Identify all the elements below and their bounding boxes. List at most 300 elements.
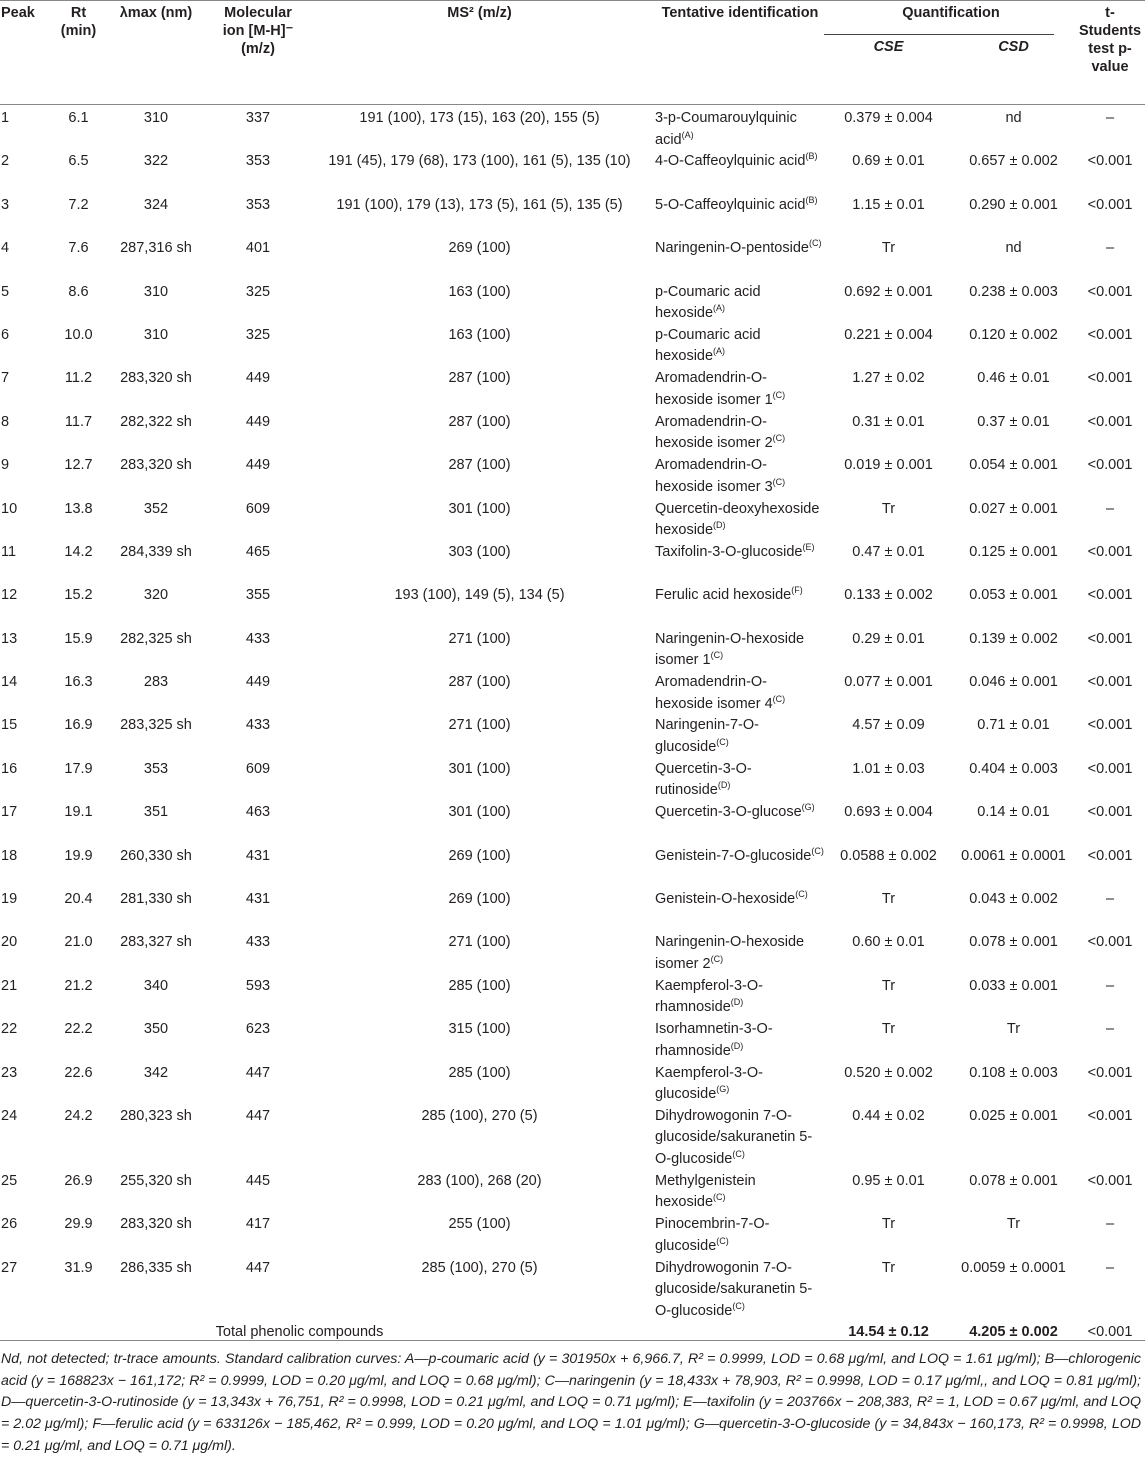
cell-cse: 0.29 ± 0.01 (852, 630, 925, 647)
cell-csd: Tr (1006, 1216, 1021, 1233)
cell-ms2: 193 (100), 149 (5), 134 (5) (394, 587, 565, 604)
reference-marker: (D) (730, 997, 744, 1008)
compound-name: Taxifolin-3-O-glucoside (655, 543, 803, 560)
cell-csd: nd (1005, 240, 1022, 257)
cell-pvalue: <0.001 (1087, 370, 1133, 387)
cell-identification (654, 715, 826, 758)
total-cse: 14.54 ± 0.12 (848, 1324, 929, 1341)
reference-marker: (A) (713, 346, 726, 357)
reference-marker: (C) (772, 476, 786, 487)
cell-rt: 7.2 (68, 196, 89, 213)
cell-cse: 0.692 ± 0.001 (844, 283, 933, 300)
reference-marker: (C) (772, 433, 786, 444)
cell-molecular-ion: 463 (245, 804, 271, 821)
cell-lambda: 340 (143, 977, 169, 994)
cell-lambda: 281,330 sh (120, 891, 192, 908)
cell-lambda: 283,320 sh (120, 370, 192, 387)
cell-identification (654, 195, 826, 238)
table-row (1, 499, 1144, 542)
cell-peak: 25 (1, 1172, 18, 1189)
cell-rt: 22.2 (64, 1021, 93, 1038)
cell-csd: 0.025 ± 0.001 (969, 1107, 1058, 1124)
cell-peak: 20 (1, 934, 18, 951)
header-molecular-ion: Molecular ion [M-H]⁻ (m/z) (222, 5, 294, 57)
header-ms2: MS² (m/z) (447, 5, 512, 21)
cell-csd: 0.404 ± 0.003 (969, 760, 1058, 777)
cell-identification (654, 759, 826, 802)
reference-marker: (C) (795, 889, 808, 900)
cell-pvalue: – (1105, 1021, 1115, 1038)
cell-molecular-ion: 353 (245, 196, 271, 213)
cell-peak: 12 (1, 587, 18, 604)
cell-pvalue: <0.001 (1087, 630, 1133, 647)
cell-molecular-ion: 325 (245, 326, 271, 343)
cell-ms2: 191 (100), 179 (13), 173 (5), 161 (5), 135 (5) (336, 196, 623, 213)
cell-cse: Tr (881, 977, 896, 994)
compound-name: 3-p-Coumarouylquinic acid (655, 110, 797, 148)
cell-rt: 20.4 (64, 891, 93, 908)
cell-csd: 0.238 ± 0.003 (969, 283, 1058, 300)
cell-cse: Tr (881, 1216, 896, 1233)
cell-pvalue: <0.001 (1087, 326, 1133, 343)
table-row (1, 629, 1144, 672)
compound-name: Kaempferol-3-O-glucoside (655, 1064, 763, 1103)
cell-pvalue: <0.001 (1087, 413, 1133, 430)
cell-csd: 0.46 ± 0.01 (977, 370, 1050, 387)
table-row (1, 1171, 1144, 1214)
cell-peak: 7 (1, 370, 10, 387)
cell-csd: 0.139 ± 0.002 (969, 630, 1058, 647)
cell-rt: 22.6 (64, 1064, 93, 1081)
cell-peak: 10 (1, 500, 18, 517)
cell-rt: 13.8 (64, 500, 93, 517)
reference-marker: (C) (716, 1235, 729, 1246)
cell-rt: 24.2 (64, 1107, 93, 1124)
cell-cse: 0.221 ± 0.004 (844, 326, 933, 343)
cell-rt: 21.2 (64, 977, 93, 994)
cell-csd: 0.043 ± 0.002 (969, 891, 1058, 908)
cell-lambda: 324 (143, 196, 169, 213)
reference-marker: (C) (716, 737, 729, 748)
table-row (1, 412, 1144, 455)
cell-cse: 0.44 ± 0.02 (852, 1107, 925, 1124)
cell-lambda: 352 (143, 500, 169, 517)
cell-ms2: 283 (100), 268 (20) (417, 1172, 542, 1189)
cell-identification (654, 585, 826, 628)
cell-csd: 0.0059 ± 0.0001 (961, 1259, 1066, 1276)
cell-pvalue: <0.001 (1087, 283, 1133, 300)
cell-lambda: 283,320 sh (120, 457, 192, 474)
cell-peak: 19 (1, 891, 18, 908)
cell-rt: 14.2 (64, 543, 93, 560)
cell-peak: 3 (1, 196, 10, 213)
cell-molecular-ion: 609 (245, 500, 271, 517)
cell-ms2: 301 (100) (448, 500, 511, 517)
cell-lambda: 353 (143, 760, 169, 777)
cell-lambda: 310 (143, 326, 169, 343)
table-row (1, 455, 1144, 498)
cell-pvalue: <0.001 (1087, 1064, 1133, 1081)
cell-molecular-ion: 447 (245, 1107, 271, 1124)
total-row (1, 1322, 1144, 1346)
cell-csd: 0.290 ± 0.001 (969, 196, 1058, 213)
compound-name: Naringenin-O-pentoside (655, 240, 809, 257)
cell-cse: 0.133 ± 0.002 (844, 587, 933, 604)
compound-name: Genistein-7-O-glucoside (655, 847, 812, 864)
compound-name: Aromadendrin-O-hexoside isomer 3 (655, 457, 773, 495)
cell-lambda: 287,316 sh (120, 240, 192, 257)
compound-name: Quercetin-deoxyhexoside hexoside (655, 500, 820, 539)
cell-ms2: 285 (100) (448, 1064, 511, 1081)
cell-rt: 21.0 (64, 934, 93, 951)
reference-marker: (C) (811, 845, 824, 856)
cell-pvalue: <0.001 (1087, 717, 1133, 734)
header-lambda: λmax (nm) (119, 5, 193, 21)
cell-lambda: 283,320 sh (120, 1216, 192, 1233)
cell-rt: 19.9 (64, 847, 93, 864)
cell-molecular-ion: 433 (245, 934, 271, 951)
cell-peak: 18 (1, 847, 18, 864)
header-ttest: t-Students test p-value (1079, 5, 1142, 75)
cell-csd: Tr (1006, 1021, 1021, 1038)
cell-rt: 10.0 (64, 326, 93, 343)
cell-csd: 0.046 ± 0.001 (969, 674, 1058, 691)
cell-rt: 31.9 (64, 1259, 93, 1276)
header-peak: Peak (1, 5, 35, 21)
reference-marker: (C) (710, 650, 724, 661)
cell-rt: 15.9 (64, 630, 93, 647)
cell-peak: 9 (1, 457, 10, 474)
cell-cse: Tr (881, 891, 896, 908)
table-row (1, 715, 1144, 758)
cell-csd: 0.125 ± 0.001 (969, 543, 1058, 560)
cell-rt: 8.6 (68, 283, 89, 300)
cell-cse: 0.019 ± 0.001 (844, 457, 933, 474)
cell-lambda: 286,335 sh (120, 1259, 192, 1276)
cell-pvalue: – (1105, 1259, 1115, 1276)
table-row (1, 325, 1144, 368)
table-row (1, 1214, 1144, 1257)
compound-name: Naringenin-O-hexoside isomer 1 (655, 630, 805, 669)
compound-name: Ferulic acid hexoside (655, 587, 792, 604)
compound-name: 5-O-Caffeoylquinic acid (655, 196, 806, 213)
reference-marker: (A) (681, 129, 694, 140)
reference-marker: (C) (772, 390, 786, 401)
cell-ms2: 303 (100) (448, 543, 511, 560)
cell-ms2: 285 (100) (448, 977, 511, 994)
cell-cse: 0.60 ± 0.01 (852, 934, 925, 951)
cell-peak: 15 (1, 717, 18, 734)
cell-cse: 4.57 ± 0.09 (852, 717, 925, 734)
cell-identification (654, 846, 826, 889)
compound-name: Methylgenistein hexoside (655, 1172, 756, 1211)
cell-csd: 0.0061 ± 0.0001 (961, 847, 1066, 864)
reference-marker: (A) (713, 303, 726, 314)
cell-csd: 0.027 ± 0.001 (969, 500, 1058, 517)
cell-identification (654, 1063, 826, 1106)
cell-peak: 24 (1, 1107, 18, 1124)
table-row (1, 1106, 1144, 1171)
table-row (1, 368, 1144, 411)
cell-identification (654, 976, 826, 1019)
cell-identification (654, 499, 826, 542)
header-identification: Tentative identification (661, 5, 819, 21)
cell-peak: 8 (1, 413, 10, 430)
table-row (1, 759, 1144, 802)
cell-rt: 11.7 (64, 413, 93, 430)
cell-csd: nd (1005, 110, 1022, 126)
compound-name: Quercetin-3-O-glucose (655, 804, 802, 821)
reference-marker: (C) (732, 1300, 745, 1311)
cell-molecular-ion: 609 (245, 760, 271, 777)
cell-lambda: 322 (143, 153, 169, 170)
cell-rt: 26.9 (64, 1172, 93, 1189)
cell-csd: 0.120 ± 0.002 (969, 326, 1058, 343)
reference-marker: (C) (732, 1149, 745, 1160)
reference-marker: (C) (713, 1192, 726, 1203)
header-quantification: Quantification (902, 5, 1000, 21)
cell-pvalue: <0.001 (1087, 674, 1133, 691)
cell-molecular-ion: 465 (245, 543, 271, 560)
cell-molecular-ion: 417 (245, 1216, 271, 1233)
table-row (1, 195, 1144, 238)
cell-cse: Tr (881, 500, 896, 517)
cell-identification (654, 889, 826, 932)
cell-pvalue: <0.001 (1087, 804, 1133, 821)
cell-cse: 0.0588 ± 0.002 (840, 847, 937, 864)
cell-pvalue: <0.001 (1087, 457, 1133, 474)
cell-cse: 1.01 ± 0.03 (852, 760, 925, 777)
cell-molecular-ion: 337 (245, 110, 271, 126)
cell-rt: 11.2 (64, 370, 93, 387)
cell-lambda: 310 (143, 110, 169, 126)
header-cse: CSE (873, 39, 904, 55)
cell-lambda: 310 (143, 283, 169, 300)
compound-name: Pinocembrin-7-O-glucoside (655, 1216, 770, 1254)
cell-molecular-ion: 355 (245, 587, 271, 604)
cell-ms2: 301 (100) (448, 804, 511, 821)
cell-peak: 13 (1, 630, 18, 647)
cell-ms2: 287 (100) (448, 674, 511, 691)
cell-cse: 0.95 ± 0.01 (852, 1172, 925, 1189)
cell-cse: 0.520 ± 0.002 (844, 1064, 933, 1081)
cell-molecular-ion: 325 (245, 283, 271, 300)
table-row (1, 542, 1144, 585)
cell-pvalue: <0.001 (1087, 934, 1133, 951)
cell-peak: 6 (1, 326, 10, 343)
cell-lambda: 342 (143, 1064, 169, 1081)
cell-pvalue: – (1105, 240, 1115, 257)
cell-ms2: 315 (100) (448, 1021, 511, 1038)
cell-pvalue: – (1105, 110, 1115, 126)
table-row (1, 1019, 1144, 1062)
cell-ms2: 163 (100) (448, 283, 511, 300)
compound-name: Naringenin-7-O-glucoside (655, 717, 759, 755)
cell-molecular-ion: 401 (245, 240, 271, 257)
total-csd: 4.205 ± 0.002 (969, 1324, 1058, 1341)
cell-peak: 11 (1, 543, 17, 560)
cell-rt: 16.3 (64, 674, 93, 691)
cell-peak: 16 (1, 760, 18, 777)
cell-lambda: 282,325 sh (120, 630, 192, 647)
cell-identification (654, 1214, 826, 1257)
reference-marker: (C) (808, 238, 822, 249)
reference-marker: (B) (805, 151, 818, 162)
cell-lambda: 320 (143, 587, 169, 604)
table-row (1, 585, 1144, 628)
cell-ms2: 269 (100) (448, 891, 511, 908)
cell-molecular-ion: 623 (245, 1021, 271, 1038)
table-row (1, 108, 1144, 151)
table-footnote: Nd, not detected; tr-trace amounts. Standard calibration curves: A—p-coumaric acid (y = 301950x + 6,966.7, R² = 0.9999, LOD = 0.68 μg/ml, and LOQ = 1.61 μg/ml); B—chlorogenic acid (y = 168823x − 161,172; R² = 0.9999, LOD = 0.20 μg/ml, and LOQ = 0.68 μg/ml); C—naringenin (y = 18,433x + 78,903, R² = 0.9998, LOD = 0.17 μg/ml,, and LOQ = 0.81 μg/ml); D—quercetin-3-O-rutinoside (y = 13,343x + 76,751, R² = 0.9998, LOD = 0.21 μg/ml, and LOQ = 0.71 μg/ml); E—taxifolin (y = 203766x − 208,383, R² = 1, LOD = 0.67 μg/ml, and LOQ = 2.02 μg/ml); F—ferulic acid (y = 633126x − 185,462, R² = 0.999, LOD = 0.20 μg/ml, and LOQ = 1.01 μg/ml); G—quercetin-3-O-glucoside (y = 34,843x − 160,173, R² = 0.9998, LOD = 0.21 μg/ml, and LOQ = 0.71 μg/ml). (1, 1351, 1141, 1454)
cell-cse: 0.693 ± 0.004 (844, 804, 933, 821)
cell-pvalue: – (1105, 1216, 1115, 1233)
cell-identification (654, 108, 826, 151)
cell-lambda: 282,322 sh (120, 413, 192, 430)
cell-molecular-ion: 449 (245, 413, 271, 430)
table-row (1, 151, 1144, 194)
cell-pvalue: <0.001 (1087, 1172, 1133, 1189)
cell-ms2: 271 (100) (448, 717, 511, 734)
cell-lambda: 260,330 sh (120, 847, 192, 864)
cell-ms2: 287 (100) (448, 413, 511, 430)
cell-pvalue: <0.001 (1087, 760, 1133, 777)
cell-cse: 0.69 ± 0.01 (852, 153, 925, 170)
cell-cse: Tr (881, 240, 896, 257)
cell-pvalue: – (1105, 500, 1115, 517)
reference-marker: (D) (717, 780, 731, 791)
cell-ms2: 287 (100) (448, 370, 511, 387)
table-row (1, 889, 1144, 932)
phenolic-compounds-table (1, 0, 1144, 1346)
compound-name: Aromadendrin-O-hexoside isomer 1 (655, 370, 773, 408)
cell-identification (654, 629, 826, 672)
cell-molecular-ion: 447 (245, 1064, 271, 1081)
table-row (1, 282, 1144, 325)
cell-csd: 0.14 ± 0.01 (977, 804, 1050, 821)
cell-rt: 19.1 (64, 804, 93, 821)
cell-molecular-ion: 433 (245, 630, 271, 647)
cell-ms2: 191 (45), 179 (68), 173 (100), 161 (5), 135 (10) (328, 153, 631, 170)
cell-molecular-ion: 445 (245, 1172, 271, 1189)
compound-name: Aromadendrin-O-hexoside isomer 2 (655, 413, 773, 452)
cell-ms2: 191 (100), 173 (15), 163 (20), 155 (5) (359, 110, 600, 126)
table-row (1, 846, 1144, 889)
cell-ms2: 255 (100) (448, 1216, 511, 1233)
compound-name: Kaempferol-3-O-rhamnoside (655, 977, 763, 1016)
cell-peak: 14 (1, 674, 18, 691)
cell-pvalue: <0.001 (1087, 587, 1133, 604)
cell-lambda: 283,327 sh (120, 934, 192, 951)
cell-rt: 16.9 (64, 717, 93, 734)
compound-name: Isorhamnetin-3-O-rhamnoside (655, 1021, 773, 1059)
cell-peak: 21 (1, 977, 18, 994)
cell-ms2: 301 (100) (448, 760, 511, 777)
cell-molecular-ion: 431 (245, 847, 271, 864)
table-row (1, 672, 1144, 715)
cell-molecular-ion: 353 (245, 153, 271, 170)
cell-identification (654, 1106, 826, 1171)
cell-ms2: 271 (100) (448, 630, 511, 647)
cell-identification (654, 151, 826, 194)
cell-ms2: 163 (100) (448, 326, 511, 343)
cell-csd: 0.108 ± 0.003 (969, 1064, 1058, 1081)
cell-peak: 5 (1, 283, 10, 300)
cell-peak: 26 (1, 1216, 18, 1233)
reference-marker: (G) (801, 802, 815, 813)
cell-identification (654, 325, 826, 368)
reference-marker: (D) (713, 520, 726, 531)
cell-peak: 22 (1, 1021, 18, 1038)
cell-lambda: 284,339 sh (120, 543, 192, 560)
reference-marker: (B) (805, 194, 818, 205)
table-row (1, 1063, 1144, 1106)
cell-peak: 17 (1, 804, 18, 821)
cell-molecular-ion: 449 (245, 457, 271, 474)
compound-name: p-Coumaric acid hexoside (655, 326, 761, 365)
header-rt: Rt (min) (60, 5, 97, 39)
cell-csd: 0.37 ± 0.01 (977, 413, 1050, 430)
cell-ms2: 285 (100), 270 (5) (421, 1107, 538, 1124)
compound-name: Dihydrowogonin 7-O-glucoside/sakuranetin 5-O-glucoside (655, 1107, 813, 1167)
cell-identification (654, 672, 826, 715)
cell-lambda: 280,323 sh (120, 1107, 192, 1124)
cell-rt: 17.9 (64, 760, 93, 777)
cell-ms2: 269 (100) (448, 847, 511, 864)
cell-pvalue: <0.001 (1087, 153, 1133, 170)
reference-marker: (C) (772, 693, 786, 704)
cell-molecular-ion: 447 (245, 1259, 271, 1276)
cell-ms2: 271 (100) (448, 934, 511, 951)
cell-peak: 1 (1, 110, 10, 126)
cell-molecular-ion: 593 (245, 977, 271, 994)
reference-marker: (C) (710, 954, 724, 965)
reference-marker: (G) (716, 1084, 730, 1095)
cell-lambda: 283 (143, 674, 169, 691)
cell-cse: 1.27 ± 0.02 (852, 370, 925, 387)
cell-pvalue: <0.001 (1087, 196, 1133, 213)
table-row (1, 1258, 1144, 1323)
cell-ms2: 287 (100) (448, 457, 511, 474)
cell-identification (654, 368, 826, 411)
table-body (1, 108, 1144, 1346)
cell-cse: Tr (881, 1021, 896, 1038)
cell-identification (654, 1258, 826, 1323)
cell-cse: 0.31 ± 0.01 (852, 413, 925, 430)
table-row (1, 802, 1144, 845)
cell-pvalue: <0.001 (1087, 543, 1133, 560)
cell-rt: 7.6 (68, 240, 89, 257)
cell-rt: 6.1 (68, 110, 89, 126)
compound-name: Naringenin-O-hexoside isomer 2 (655, 934, 805, 972)
table-row (1, 932, 1144, 975)
cell-csd: 0.033 ± 0.001 (969, 977, 1058, 994)
cell-peak: 23 (1, 1064, 18, 1081)
cell-csd: 0.053 ± 0.001 (969, 587, 1058, 604)
cell-identification (654, 455, 826, 498)
cell-ms2: 285 (100), 270 (5) (421, 1259, 538, 1276)
cell-identification (654, 802, 826, 845)
cell-lambda: 255,320 sh (120, 1172, 192, 1189)
cell-rt: 15.2 (64, 587, 93, 604)
cell-identification (654, 282, 826, 325)
cell-molecular-ion: 449 (245, 370, 271, 387)
reference-marker: (D) (730, 1040, 744, 1051)
cell-peak: 2 (1, 153, 10, 170)
cell-cse: 0.47 ± 0.01 (852, 543, 925, 560)
compound-name: Aromadendrin-O-hexoside isomer 4 (655, 674, 773, 712)
compound-name: Genistein-O-hexoside (655, 891, 796, 908)
